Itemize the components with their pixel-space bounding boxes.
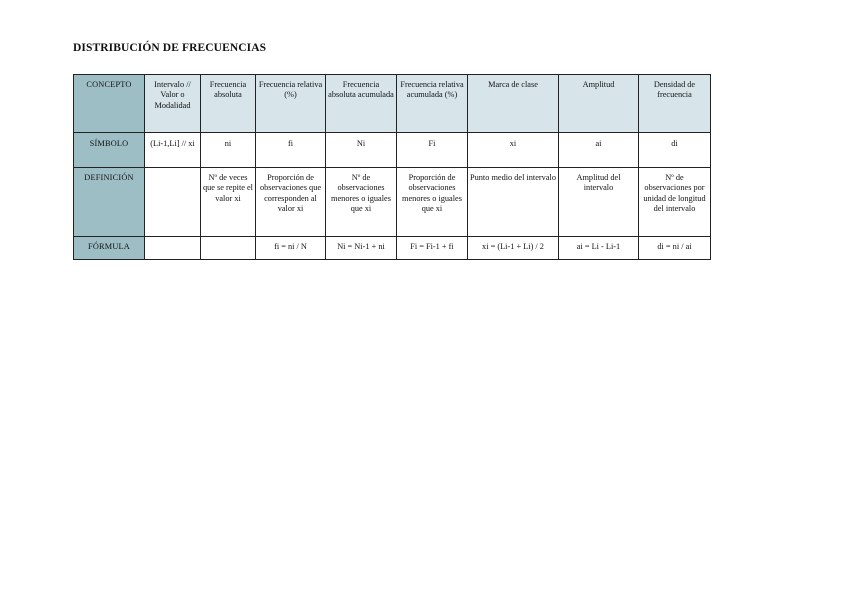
table-row-formula — [74, 237, 711, 260]
table-cell: di — [639, 133, 711, 168]
table-cell: Proporción de observaciones menores o iguales que xi — [397, 168, 468, 237]
table-cell: ai = Li - Li-1 — [559, 237, 639, 260]
row-label-simbolo: SÍMBOLO — [74, 133, 145, 168]
header-cell-amplitud: Amplitud — [559, 75, 639, 133]
table-header-row — [74, 75, 711, 133]
table-cell: Punto medio del intervalo — [468, 168, 559, 237]
frequency-distribution-table — [73, 74, 711, 260]
table-cell: ni — [201, 133, 256, 168]
header-cell-frecuencia-relativa: Frecuencia relativa (%) — [256, 75, 326, 133]
table-cell: Ni = Ni-1 + ni — [326, 237, 397, 260]
table-cell: Proporción de observaciones que corresponden al valor xi — [256, 168, 326, 237]
table-cell — [201, 237, 256, 260]
table-cell: Fi — [397, 133, 468, 168]
table-cell: Nº de veces que se repite el valor xi — [201, 168, 256, 237]
table-row-definicion — [74, 168, 711, 237]
row-label-definicion: DEFINICIÓN — [74, 168, 145, 237]
table-cell: xi = (Li-1 + Li) / 2 — [468, 237, 559, 260]
table-cell: Amplitud del intervalo — [559, 168, 639, 237]
header-cell-frecuencia-absoluta-acumulada: Frecuencia absoluta acumulada — [326, 75, 397, 133]
document-title: DISTRIBUCIÓN DE FRECUENCIAS — [73, 42, 267, 54]
table-cell: Nº de observaciones por unidad de longitud del intervalo — [639, 168, 711, 237]
table-cell: ai — [559, 133, 639, 168]
row-label-formula: FÓRMULA — [74, 237, 145, 260]
table-cell: Ni — [326, 133, 397, 168]
table-cell — [145, 168, 201, 237]
table-cell: Fi = Fi-1 + fi — [397, 237, 468, 260]
header-cell-frecuencia-relativa-acumulada: Frecuencia relativa acumulada (%) — [397, 75, 468, 133]
table-cell: fi — [256, 133, 326, 168]
table-cell: Nº de observaciones menores o iguales que xi — [326, 168, 397, 237]
header-cell-marca-de-clase: Marca de clase — [468, 75, 559, 133]
table-cell: di = ni / ai — [639, 237, 711, 260]
table-row-simbolo — [74, 133, 711, 168]
table-cell: fi = ni / N — [256, 237, 326, 260]
table-cell — [145, 237, 201, 260]
table-cell: (Li-1,Li] // xi — [145, 133, 201, 168]
header-cell-intervalo: Intervalo // Valor o Modalidad — [145, 75, 201, 133]
header-cell-concepto: CONCEPTO — [74, 75, 145, 133]
table-cell: xi — [468, 133, 559, 168]
header-cell-frecuencia-absoluta: Frecuencia absoluta — [201, 75, 256, 133]
header-cell-densidad-de-frecuencia: Densidad de frecuencia — [639, 75, 711, 133]
